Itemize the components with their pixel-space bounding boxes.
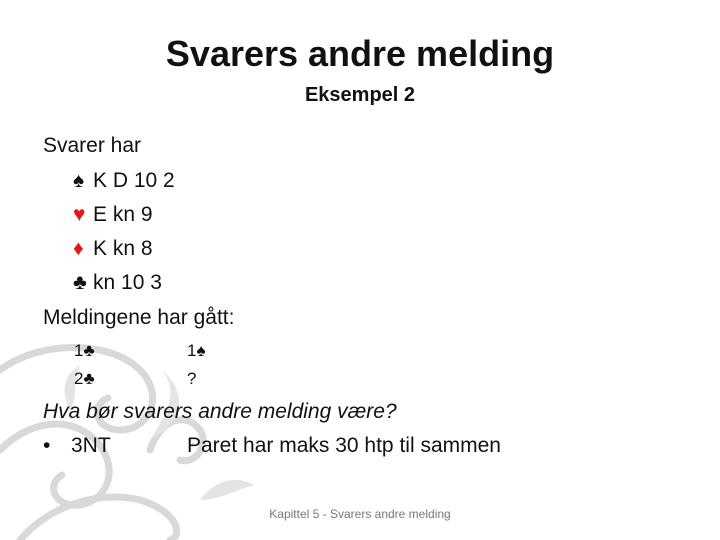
slide-subtitle: Eksempel 2 (304, 84, 416, 106)
bid-responder-2: ? (187, 369, 197, 388)
hand-diamonds-row (73, 236, 153, 262)
slide-title: Svarers andre melding (165, 33, 555, 74)
club-icon: ♣ (73, 271, 87, 294)
hand-clubs-row (73, 270, 162, 296)
spade-icon: ♠ (73, 169, 85, 192)
hand-clubs-cards: kn 10 3 (93, 271, 162, 294)
intro-text: Svarer har (43, 134, 142, 157)
heart-icon: ♥ (73, 203, 86, 226)
hand-spades-cards: K D 10 2 (93, 169, 175, 192)
answer-reason: Paret har maks 30 htp til sammen (187, 434, 501, 457)
hand-spades-row (73, 168, 175, 194)
question-text: Hva bør svarers andre melding være? (43, 400, 397, 423)
hand-hearts-cards: E kn 9 (93, 203, 153, 226)
bid-opener-1: 1♣ (74, 341, 95, 360)
slide-footer: Kapittel 5 - Svarers andre melding (269, 507, 451, 521)
bid-responder-1: 1♠ (187, 341, 206, 360)
hand-diamonds-cards: K kn 8 (93, 237, 153, 260)
hand-hearts-row (73, 202, 153, 228)
diamond-icon: ♦ (73, 237, 84, 260)
bidding-heading: Meldingene har gått: (43, 306, 235, 329)
answer-bid: 3NT (71, 434, 111, 457)
bid-opener-2: 2♣ (74, 369, 95, 388)
answer-bullet: • (43, 434, 51, 457)
